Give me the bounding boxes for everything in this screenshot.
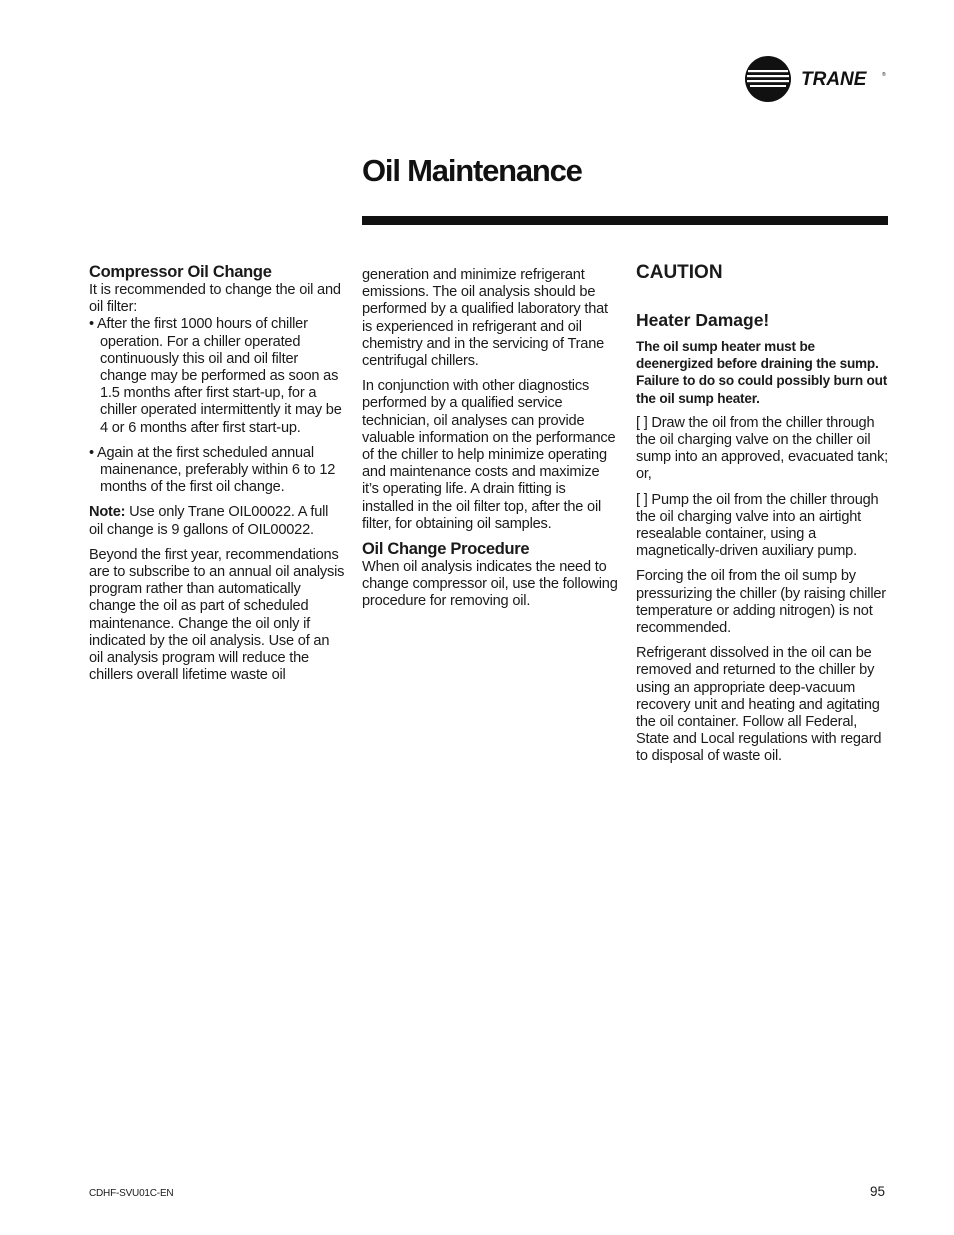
step-draw-oil: [ ] Draw the oil from the chiller through the oil charging valve on the chiller oil sump into an approved, evacuated tank; or, <box>636 414 889 483</box>
continued-paragraph: generation and minimize refrigerant emissions. The oil analysis should be performed by a qualified laboratory that is experienced in refrigerant and oil chemistry and in the servicing of Trane centrifugal chillers. <box>362 267 608 370</box>
page-number: 95 <box>870 1184 886 1199</box>
procedure-intro: When oil analysis indicates the need to change compressor oil, use the following procedure for removing oil. <box>362 559 618 610</box>
trane-logo-mark <box>744 55 894 103</box>
caution-warning-text: The oil sump heater must be deenergized before draining the sump. Failure to do so could possibly burn out the oil sump heater. <box>636 339 888 406</box>
trane-logo <box>744 55 894 103</box>
oil-analysis-paragraph: Beyond the first year, recommendations are to subscribe to an annual oil analysis program rather than automatically change the oil as part of scheduled maintenance. Change the oil only if indicated by the oil analysis. Use of an oil analysis program will reduce the chillers overall lifetime waste oil <box>89 546 345 684</box>
logo-wordmark: TRANE <box>801 69 867 90</box>
step-pump-oil: [ ] Pump the oil from the chiller through the oil charging valve into an airtight resealable container, using a magnetically-driven auxiliary pump. <box>636 491 879 560</box>
svg-text:®: ® <box>882 72 886 78</box>
title-rule <box>362 216 888 225</box>
note-paragraph <box>89 504 345 538</box>
oil-change-procedure-heading: Oil Change Procedure <box>362 540 530 559</box>
oil-change-bullets <box>89 316 345 496</box>
document-number: CDHF-SVU01C-EN <box>89 1188 174 1199</box>
bullet-item: • After the first 1000 hours of chiller operation. For a chiller operated continuously this oil and oil filter change may be performed as soon as 1.5 months after first start-up, for a chiller operated intermittently it may be 4 or 6 months after first start-up. <box>89 316 342 436</box>
compressor-oil-change-heading: Compressor Oil Change <box>89 263 272 281</box>
diagnostics-paragraph: In conjunction with other diagnostics performed by a qualified service technician, oil analyses can provide valuable information on the performance of the chiller to help minimize operating and maintenance costs and maximize it’s operating life. A drain fitting is installed in the oil filter top, after the oil filter, for obtaining oil samples. <box>362 378 616 532</box>
column-2 <box>362 267 618 619</box>
intro-text: It is recommended to change the oil and oil filter: <box>89 282 341 316</box>
column-3 <box>636 262 891 774</box>
caution-label: CAUTION <box>636 262 723 283</box>
note-text: Use only Trane OIL00022. A full oil change is 9 gallons of OIL00022. <box>89 504 329 538</box>
refrigerant-paragraph: Refrigerant dissolved in the oil can be removed and returned to the chiller by using an appropriate deep-vacuum recovery unit and heating and agitating the oil container. Follow all Federal, State and Local regulations with regard to disposal of waste oil. <box>636 645 882 765</box>
note-label: Note: <box>89 504 126 521</box>
pressurizing-note: Forcing the oil from the oil sump by pressurizing the chiller (by raising chiller temperature or adding nitrogen) is not recommended. <box>636 568 886 637</box>
heater-damage-heading: Heater Damage! <box>636 310 770 330</box>
page-title: Oil Maintenance <box>362 153 582 188</box>
bullet-item: • Again at the first scheduled annual mainenance, preferably within 6 to 12 months of the first oil change. <box>89 444 336 496</box>
column-1 <box>89 262 345 692</box>
